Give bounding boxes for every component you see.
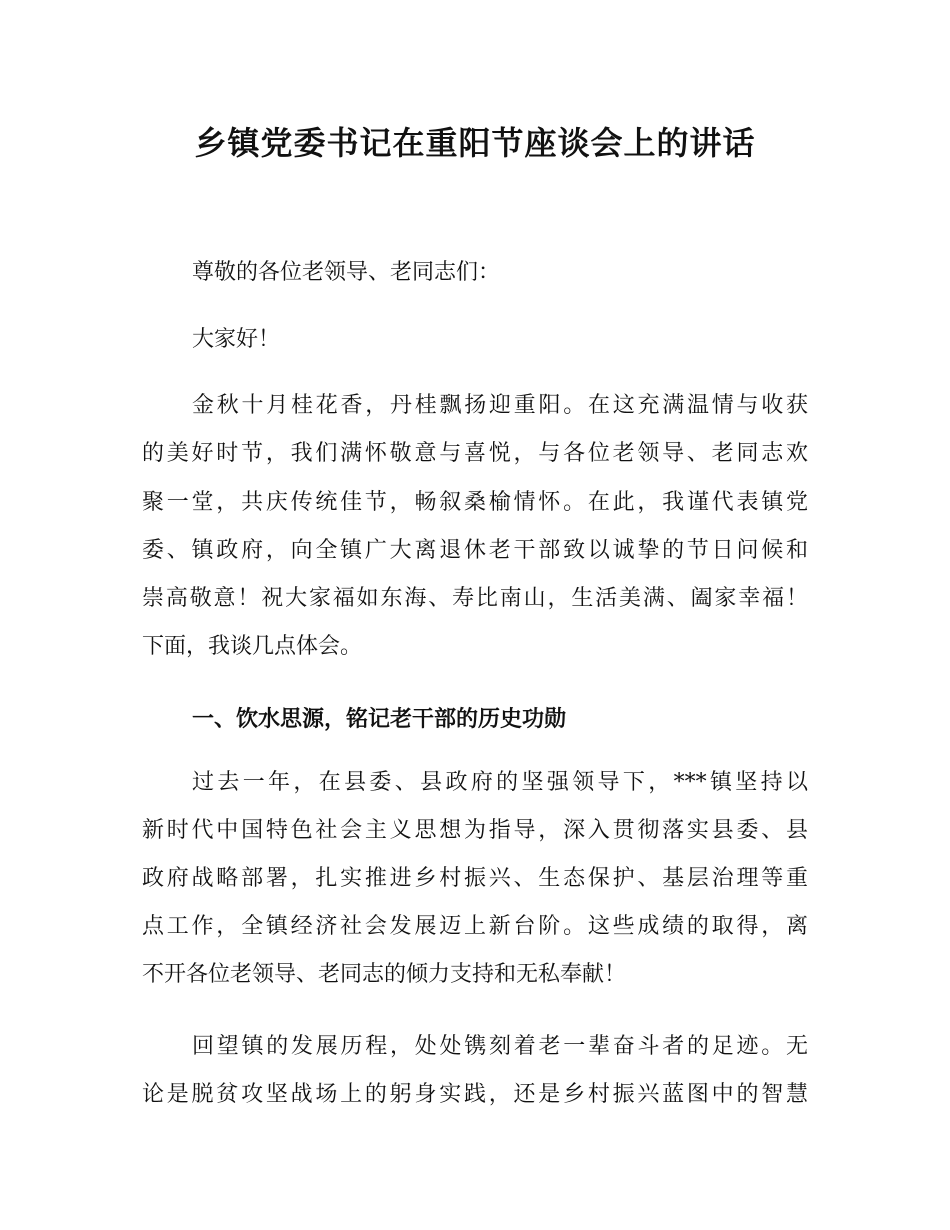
paragraph-line: 政府战略部署，扎实推进乡村振兴、生态保护、基层治理等重 (142, 866, 808, 891)
paragraph-line: 大家好！ (192, 327, 281, 352)
paragraph-line: 下面，我谈几点体会。 (142, 634, 363, 659)
paragraph-line: 聚一堂，共庆传统佳节，畅叙桑榆情怀。在此，我谨代表镇党 (142, 490, 808, 515)
paragraph-line: 金秋十月桂花香，丹桂飘扬迎重阳。在这充满温情与收获 (192, 393, 808, 418)
paragraph-line: 的美好时节，我们满怀敬意与喜悦，与各位老领导、老同志欢 (142, 441, 808, 466)
paragraph-line: 尊敬的各位老领导、老同志们： (192, 260, 501, 285)
paragraph-line: 新时代中国特色社会主义思想为指导，深入贯彻落实县委、县 (142, 818, 808, 843)
paragraph-line: 点工作，全镇经济社会发展迈上新台阶。这些成绩的取得，离 (142, 914, 808, 939)
paragraph-line: 崇高敬意！祝大家福如东海、寿比南山，生活美满、阖家幸福！ (142, 586, 808, 611)
paragraph-line: 论是脱贫攻坚战场上的躬身实践，还是乡村振兴蓝图中的智慧 (142, 1082, 808, 1107)
paragraph-line: 不开各位老领导、老同志的倾力支持和无私奉献！ (142, 962, 627, 987)
document-title: 乡镇党委书记在重阳节座谈会上的讲话 (194, 124, 756, 162)
paragraph-line: 过去一年，在县委、县政府的坚强领导下，***镇坚持以 (192, 770, 808, 795)
paragraph-line: 回望镇的发展历程，处处镌刻着老一辈奋斗者的足迹。无 (192, 1034, 808, 1059)
paragraph-line: 委、镇政府，向全镇广大离退休老干部致以诚挚的节日问候和 (142, 538, 808, 563)
section-heading: 一、饮水思源，铭记老干部的历史功勋 (192, 706, 567, 732)
